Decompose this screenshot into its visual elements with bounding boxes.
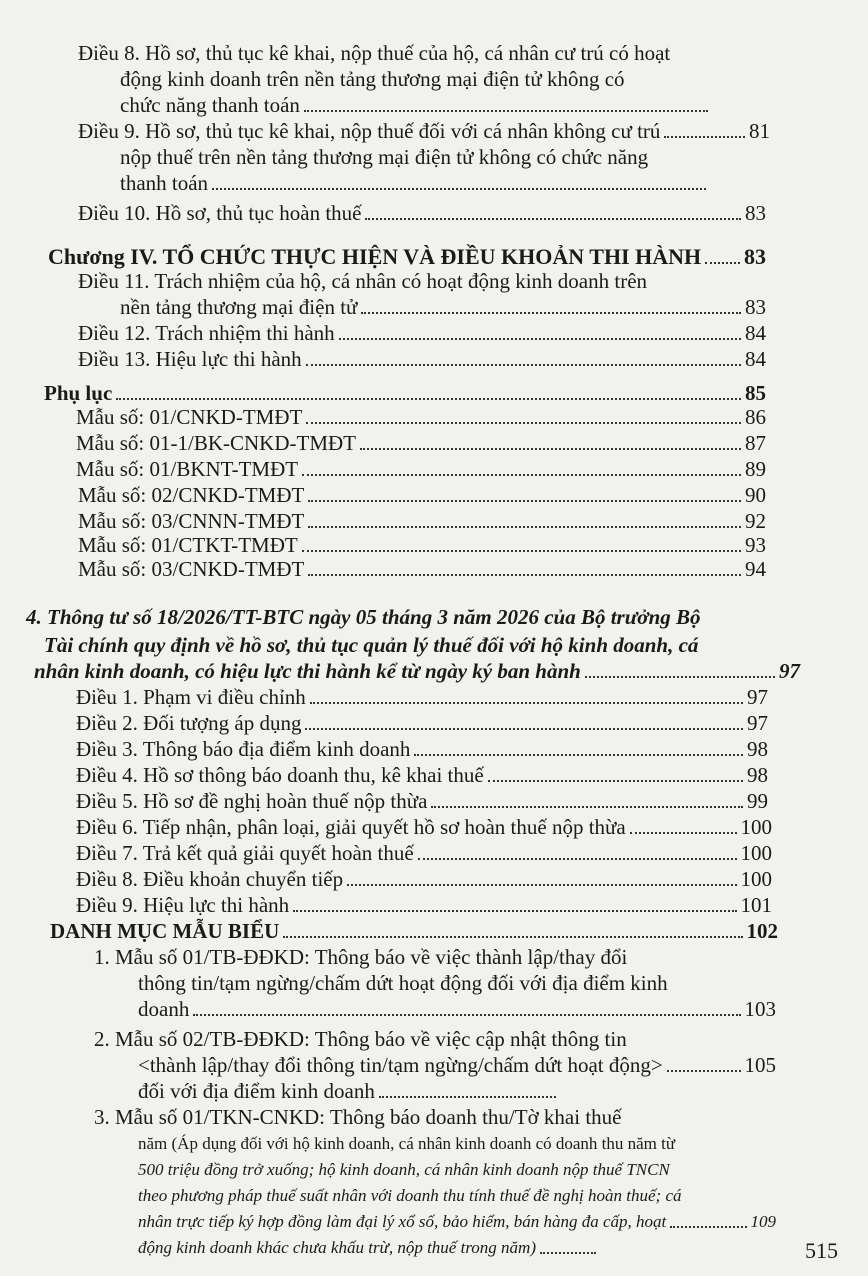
toc-entry-page: 81 <box>749 119 770 143</box>
toc-entry-title: Mẫu số: 01-1/BK-CNKD-TMĐT <box>76 431 356 455</box>
toc-entry-d8-l2: động kinh doanh trên nền tảng thương mại điện tử không có <box>120 67 625 91</box>
toc-entry-e5 <box>76 788 768 814</box>
dot-leader <box>414 753 743 756</box>
dot-leader <box>212 187 706 190</box>
toc-entry-b1-l3 <box>138 996 776 1022</box>
dot-leader <box>308 499 741 502</box>
toc-entry-e7 <box>76 840 772 866</box>
dot-leader <box>361 311 741 314</box>
toc-entry-title: Mẫu số: 01/CTKT-TMĐT <box>78 533 298 557</box>
toc-entry-title: Phụ lục <box>44 381 113 405</box>
toc-entry-page: 105 <box>744 1053 776 1077</box>
dot-leader <box>360 447 741 450</box>
dot-leader <box>540 1251 596 1254</box>
toc-entry-m2 <box>76 430 766 456</box>
toc-entry-title: Điều 10. Hồ sơ, thủ tục hoàn thuế <box>78 201 362 225</box>
toc-entry-title: Điều 2. Đối tượng áp dụng <box>76 711 302 735</box>
toc-entry-page: 92 <box>745 509 766 533</box>
toc-entry-e1 <box>76 684 768 710</box>
dot-leader <box>304 109 708 112</box>
toc-entry-title: Điều 7. Trả kết quả giải quyết hoàn thuế <box>76 841 414 865</box>
toc-entry-page: 83 <box>745 201 766 225</box>
toc-entry-page: 83 <box>745 295 766 319</box>
toc-entry-page: 97 <box>747 711 768 735</box>
toc-entry-ch4 <box>48 244 766 270</box>
toc-entry-e6 <box>76 814 772 840</box>
toc-entry-d9-l3 <box>120 170 710 196</box>
toc-entry-page: 100 <box>740 841 772 865</box>
dot-leader <box>116 397 741 400</box>
toc-entry-e8 <box>76 866 772 892</box>
dot-leader <box>630 831 737 834</box>
toc-entry-b1-l2: thông tin/tạm ngừng/chấm dứt hoạt động đối với địa điểm kinh <box>138 971 668 995</box>
toc-entry-page: 94 <box>745 557 766 581</box>
toc-entry-m3 <box>76 456 766 482</box>
toc-entry-page: 84 <box>745 347 766 371</box>
dot-leader <box>664 135 745 138</box>
toc-entry-m6 <box>78 532 766 558</box>
dot-leader <box>667 1069 741 1072</box>
toc-entry-d8-l1: Điều 8. Hồ sơ, thủ tục kê khai, nộp thuế của hộ, cá nhân cư trú có hoạt <box>78 41 671 65</box>
toc-entry-b1-l1: 1. Mẫu số 01/TB-ĐĐKD: Thông báo về việc thành lập/thay đổi <box>94 945 628 969</box>
toc-entry-title: doanh <box>138 997 190 1021</box>
toc-entry-b3-l2: năm (Áp dụng đối với hộ kinh doanh, cá nhân kinh doanh có doanh thu năm từ <box>138 1134 676 1153</box>
toc-entry-title: Mẫu số: 02/CNKD-TMĐT <box>78 483 305 507</box>
toc-entry-title: nền tảng thương mại điện tử <box>120 295 358 319</box>
toc-entry-d12 <box>78 320 766 346</box>
toc-entry-e3 <box>76 736 768 762</box>
toc-entry-title: thanh toán <box>120 171 209 195</box>
toc-entry-dm <box>50 918 778 944</box>
toc-entry-title: <thành lập/thay đổi thông tin/tạm ngừng/chấm dứt hoạt động> <box>138 1053 663 1077</box>
toc-entry-title: nhân trực tiếp ký hợp đồng làm đại lý xổ số, bảo hiểm, bán hàng đa cấp, hoạt <box>138 1212 667 1231</box>
toc-entry-title: Điều 12. Trách nhiệm thi hành <box>78 321 335 345</box>
toc-entry-title: Mẫu số: 03/CNNN-TMĐT <box>78 509 305 533</box>
toc-entry-d11-l2 <box>120 294 766 320</box>
toc-entry-title: Điều 1. Phạm vi điều chỉnh <box>76 685 306 709</box>
toc-entry-title: Điều 3. Thông báo địa điểm kinh doanh <box>76 737 411 761</box>
toc-entry-page: 98 <box>747 737 768 761</box>
toc-entry-b3-l3: 500 triệu đồng trở xuống; hộ kinh doanh, cá nhân kinh doanh nộp thuế TNCN <box>138 1160 670 1179</box>
dot-leader <box>670 1225 746 1228</box>
toc-entry-tt-l3 <box>34 658 800 684</box>
toc-entry-e9 <box>76 892 772 918</box>
toc-entry-page: 97 <box>747 685 768 709</box>
toc-entry-page: 93 <box>745 533 766 557</box>
dot-leader <box>310 701 743 704</box>
toc-entry-d11-l1: Điều 11. Trách nhiệm của hộ, cá nhân có hoạt động kinh doanh trên <box>78 269 648 293</box>
toc-entry-title: DANH MỤC MẪU BIỂU <box>50 919 280 943</box>
dot-leader <box>379 1095 556 1098</box>
toc-entry-d10 <box>78 200 766 226</box>
dot-leader <box>705 261 740 264</box>
toc-entry-title: Điều 8. Điều khoản chuyển tiếp <box>76 867 344 891</box>
toc-entry-page: 83 <box>744 244 766 269</box>
toc-entry-title: đối với địa điểm kinh doanh <box>138 1079 375 1103</box>
dot-leader <box>339 337 741 340</box>
toc-entry-page: 97 <box>779 659 800 683</box>
dot-leader <box>418 857 737 860</box>
dot-leader <box>308 573 741 576</box>
toc-entry-m7 <box>78 556 766 582</box>
toc-entry-e2 <box>76 710 768 736</box>
toc-entry-page: 89 <box>745 457 766 481</box>
toc-entry-d9-l1 <box>78 118 770 144</box>
toc-entry-title: Điều 5. Hồ sơ đề nghị hoàn thuế nộp thừa <box>76 789 428 813</box>
toc-entry-title: Chương IV. TỔ CHỨC THỰC HIỆN VÀ ĐIỀU KHOẢN THI HÀNH <box>48 244 702 269</box>
toc-entry-b3-l5 <box>138 1210 776 1234</box>
page-number: 515 <box>805 1238 838 1263</box>
toc-entry-page: 103 <box>744 997 776 1021</box>
dot-leader <box>365 217 741 220</box>
toc-entry-b2-l2 <box>138 1052 776 1078</box>
dot-leader <box>431 805 743 808</box>
dot-leader <box>306 363 741 366</box>
toc-entry-page: 98 <box>747 763 768 787</box>
toc-entry-title: Điều 13. Hiệu lực thi hành <box>78 347 302 371</box>
toc-entry-page: 100 <box>740 867 772 891</box>
dot-leader <box>305 727 743 730</box>
toc-entry-pl <box>44 380 766 406</box>
toc-entry-e4 <box>76 762 768 788</box>
toc-entry-page: 102 <box>746 919 778 943</box>
toc-entry-page: 109 <box>750 1212 776 1231</box>
toc-entry-tt-l2: Tài chính quy định về hồ sơ, thủ tục quản lý thuế đối với hộ kinh doanh, cá <box>44 633 699 657</box>
toc-entry-page: 99 <box>747 789 768 813</box>
dot-leader <box>293 909 736 912</box>
toc-entry-page: 87 <box>745 431 766 455</box>
toc-entry-d9-l2: nộp thuế trên nền tảng thương mại điện tử không có chức năng <box>120 145 649 169</box>
dot-leader <box>308 525 741 528</box>
toc-entry-page: 101 <box>740 893 772 917</box>
toc-entry-title: nhân kinh doanh, có hiệu lực thi hành kể từ ngày ký ban hành <box>34 659 581 683</box>
toc-entry-title: Điều 4. Hồ sơ thông báo doanh thu, kê khai thuế <box>76 763 484 787</box>
toc-entry-title: Mẫu số: 03/CNKD-TMĐT <box>78 557 305 581</box>
dot-leader <box>585 675 775 678</box>
toc-entry-title: Điều 9. Hồ sơ, thủ tục kê khai, nộp thuế đối với cá nhân không cư trú <box>78 119 661 143</box>
toc-entry-b3-l6 <box>138 1236 600 1260</box>
toc-entry-d13 <box>78 346 766 372</box>
toc-entry-title: Điều 9. Hiệu lực thi hành <box>76 893 290 917</box>
toc-entry-page: 90 <box>745 483 766 507</box>
dot-leader <box>193 1013 740 1016</box>
toc-entry-b2-l3 <box>138 1078 560 1104</box>
dot-leader <box>306 421 741 424</box>
toc-entry-b3-l4: theo phương pháp thuế suất nhân với doanh thu tính thuế đề nghị hoàn thuế; cá <box>138 1186 682 1205</box>
toc-entry-title: Mẫu số: 01/BKNT-TMĐT <box>76 457 299 481</box>
dot-leader <box>488 779 743 782</box>
toc-entry-title: động kinh doanh khác chưa khấu trừ, nộp thuế trong năm) <box>138 1238 536 1257</box>
dot-leader <box>347 883 736 886</box>
toc-entry-d8-l3 <box>120 92 712 118</box>
toc-entry-page: 86 <box>745 405 766 429</box>
toc-entry-page: 84 <box>745 321 766 345</box>
toc-entry-m5 <box>78 508 766 534</box>
toc-entry-page: 85 <box>745 381 766 405</box>
dot-leader <box>302 549 741 552</box>
toc-entry-title: Điều 6. Tiếp nhận, phân loại, giải quyết hồ sơ hoàn thuế nộp thừa <box>76 815 626 839</box>
toc-entry-b3-l1: 3. Mẫu số 01/TKN-CNKD: Thông báo doanh thu/Tờ khai thuế <box>94 1105 622 1129</box>
toc-entry-page: 100 <box>740 815 772 839</box>
toc-entry-b2-l1: 2. Mẫu số 02/TB-ĐĐKD: Thông báo về việc cập nhật thông tin <box>94 1027 627 1051</box>
dot-leader <box>283 935 742 938</box>
toc-entry-title: chức năng thanh toán <box>120 93 300 117</box>
toc-entry-m4 <box>78 482 766 508</box>
toc-entry-m1 <box>76 404 766 430</box>
toc-entry-tt-l1: 4. Thông tư số 18/2026/TT-BTC ngày 05 tháng 3 năm 2026 của Bộ trưởng Bộ <box>26 605 701 629</box>
toc-entry-title: Mẫu số: 01/CNKD-TMĐT <box>76 405 303 429</box>
dot-leader <box>302 473 741 476</box>
